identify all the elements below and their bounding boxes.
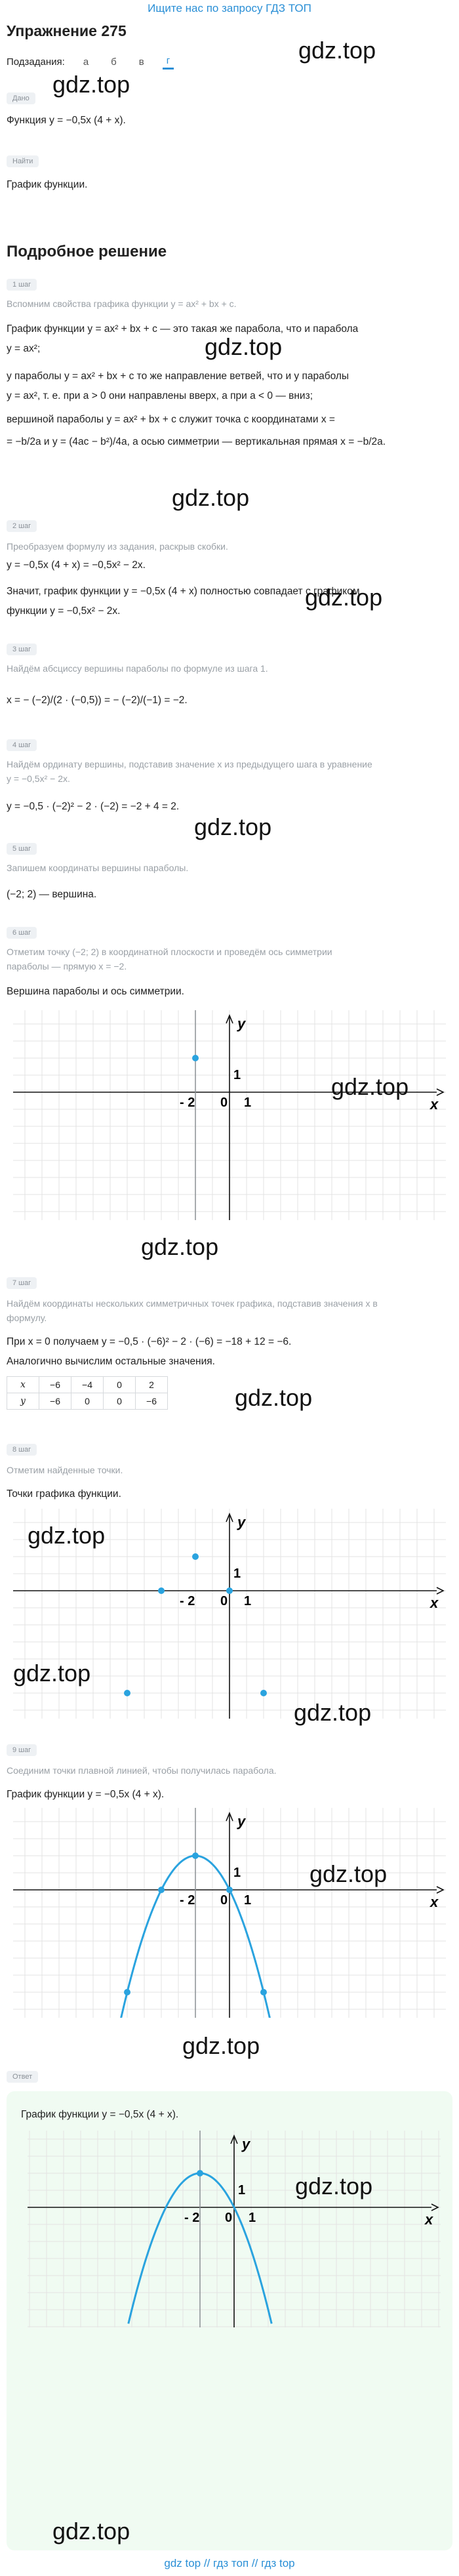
- given-text: Функция y = −0,5x (4 + x).: [7, 115, 126, 126]
- y-axis-label: y: [237, 1813, 246, 1830]
- subtask-tab-g[interactable]: г: [163, 54, 174, 70]
- watermark: gdz.top: [235, 1384, 313, 1411]
- graph-vertex-axis: [13, 1010, 446, 1220]
- watermark: gdz.top: [141, 1233, 219, 1260]
- step-line: вершиной параболы y = ax² + bx + c служит точка с координатами x =: [7, 414, 335, 425]
- watermark: gdz.top: [52, 71, 130, 98]
- tick-label-x-1: 1: [249, 2211, 256, 2225]
- tick-label-y-1: 1: [238, 2183, 246, 2198]
- table-row: [7, 1377, 168, 1393]
- tick-label-origin: 0: [220, 1893, 228, 1908]
- subtasks-label: Подзадания:: [7, 56, 65, 68]
- tick-label-x-minus-2: - 2: [184, 2211, 200, 2225]
- watermark: gdz.top: [298, 37, 376, 64]
- footer-link[interactable]: gdz top: [164, 2557, 201, 2569]
- subtask-tab-b[interactable]: б: [111, 56, 117, 68]
- table-cell: −4: [71, 1377, 104, 1393]
- step-hint: Соединим точки плавной линией, чтобы получилась парабола.: [7, 1765, 277, 1776]
- find-text: График функции.: [7, 179, 88, 190]
- watermark: gdz.top: [172, 484, 250, 511]
- graph-point: [260, 1690, 267, 1696]
- x-axis-label: x: [430, 1595, 439, 1611]
- step-line: Значит, график функции y = −0,5x (4 + x) полностью совпадает с графиком: [7, 586, 360, 597]
- watermark: gdz.top: [28, 1522, 106, 1549]
- find-badge: Найти: [7, 155, 39, 167]
- watermark: gdz.top: [309, 1860, 388, 1887]
- graph-answer: [28, 2131, 441, 2327]
- y-axis-label: y: [242, 2136, 250, 2152]
- step-line: y = −0,5 · (−2)² − 2 · (−2) = −2 + 4 = 2.: [7, 801, 180, 812]
- step-line: График функции y = ax² + bx + c — это такая же парабола, что и парабола: [7, 323, 359, 335]
- graph-point: [226, 1887, 233, 1893]
- watermark: gdz.top: [182, 2032, 260, 2059]
- step-badge: 8 шаг: [7, 1444, 37, 1456]
- graph-point: [226, 1587, 233, 1594]
- step-line: = −b/2a и y = (4ac − b²)/4a, а осью симметрии — вертикальная прямая x = −b/2a.: [7, 436, 386, 447]
- page-title: Упражнение 275: [7, 22, 127, 39]
- watermark: gdz.top: [13, 1660, 91, 1687]
- footer-sep: //: [251, 2557, 258, 2569]
- step-hint: Найдём координаты нескольких симметричных точек графика, подставив значения x в: [7, 1298, 378, 1309]
- tick-label-y-1: 1: [233, 1068, 241, 1082]
- step-line: функции y = −0,5x² − 2x.: [7, 605, 121, 617]
- step-badge: 1 шаг: [7, 279, 37, 291]
- watermark: gdz.top: [205, 333, 283, 360]
- step-line: у параболы y = ax² + bx + c то же направление ветвей, что и у параболы: [7, 371, 349, 382]
- x-axis-label: x: [430, 1894, 439, 1910]
- vertex-point: [192, 1055, 199, 1061]
- tick-label-x-1: 1: [244, 1893, 252, 1908]
- subtask-selector: [7, 54, 174, 70]
- step-hint: Вспомним свойства графика функции y = ax² + bx + c.: [7, 298, 237, 309]
- tick-label-origin: 0: [225, 2211, 233, 2225]
- footer-sep: //: [203, 2557, 210, 2569]
- values-table: [7, 1376, 168, 1410]
- table-row: [7, 1393, 168, 1410]
- step-line: y = −0,5x (4 + x) = −0,5x² − 2x.: [7, 560, 146, 571]
- table-cell: −6: [136, 1393, 168, 1410]
- step-line: (−2; 2) — вершина.: [7, 889, 97, 900]
- graph-point: [158, 1887, 165, 1893]
- watermark: gdz.top: [52, 2518, 130, 2545]
- subtask-tab-a[interactable]: а: [83, 56, 89, 68]
- step-hint: Найдём ординату вершины, подставив значение x из предыдущего шага в уравнение: [7, 759, 372, 769]
- step-hint: Найдём абсциссу вершины параболы по формуле из шага 1.: [7, 663, 268, 674]
- step-hint: формулу.: [7, 1313, 47, 1323]
- table-cell: −6: [39, 1393, 71, 1410]
- answer-badge: Ответ: [7, 2071, 38, 2083]
- step-badge: 2 шаг: [7, 520, 37, 532]
- top-search-banner[interactable]: Ищите нас по запросу ГДЗ ТОП: [148, 2, 311, 14]
- tick-label-x-1: 1: [244, 1594, 252, 1608]
- tick-label-x-1: 1: [244, 1095, 252, 1110]
- tick-label-origin: 0: [220, 1594, 228, 1608]
- graph-parabola: [13, 1808, 446, 2018]
- step-line: График функции y = −0,5x (4 + x).: [7, 1789, 165, 1800]
- tick-label-x-minus-2: - 2: [180, 1594, 195, 1608]
- footer-link[interactable]: гдз топ: [213, 2557, 249, 2569]
- graph-point: [124, 1690, 130, 1696]
- tick-label-y-1: 1: [233, 1566, 241, 1581]
- table-cell: x: [7, 1377, 39, 1393]
- step-line: y = ax², т. е. при a > 0 они направлены вверх, а при a < 0 — вниз;: [7, 390, 313, 401]
- vertex-point: [197, 2170, 203, 2177]
- step-badge: 6 шаг: [7, 927, 37, 939]
- step-badge: 5 шаг: [7, 843, 37, 855]
- watermark: gdz.top: [194, 813, 272, 840]
- graph-point: [124, 1989, 130, 1995]
- step-line: Вершина параболы и ось симметрии.: [7, 986, 184, 997]
- step-hint: y = −0,5x² − 2x.: [7, 773, 70, 784]
- x-axis-label: x: [425, 2211, 433, 2228]
- solution-title: Подробное решение: [7, 243, 167, 260]
- step-hint: Отметим найденные точки.: [7, 1465, 123, 1475]
- y-axis-label: y: [237, 1015, 246, 1032]
- watermark: gdz.top: [295, 2173, 373, 2199]
- answer-text: График функции y = −0,5x (4 + x).: [21, 2109, 179, 2120]
- table-cell: −6: [39, 1377, 71, 1393]
- table-cell: 0: [104, 1393, 136, 1410]
- tick-label-y-1: 1: [233, 1866, 241, 1880]
- step-line: x = − (−2)/(2 · (−0,5)) = − (−2)/(−1) = −2.: [7, 695, 188, 706]
- y-axis-label: y: [237, 1514, 246, 1530]
- tick-label-origin: 0: [220, 1095, 228, 1110]
- subtask-tab-v[interactable]: в: [138, 56, 144, 68]
- graph-point: [158, 1587, 165, 1594]
- watermark: gdz.top: [331, 1073, 409, 1100]
- step-badge: 9 шаг: [7, 1744, 37, 1756]
- step-line: y = ax²;: [7, 343, 41, 354]
- step-line: Точки графика функции.: [7, 1488, 121, 1500]
- table-cell: 0: [104, 1377, 136, 1393]
- footer-links: [0, 2557, 459, 2570]
- tick-label-x-minus-2: - 2: [180, 1893, 195, 1908]
- step-line: При x = 0 получаем y = −0,5 · (−6)² − 2 · (−6) = −18 + 12 = −6.: [7, 1336, 292, 1347]
- watermark: gdz.top: [294, 1699, 372, 1726]
- x-axis-label: x: [430, 1096, 439, 1113]
- table-cell: 2: [136, 1377, 168, 1393]
- tick-label-x-minus-2: - 2: [180, 1095, 195, 1110]
- footer-link[interactable]: гдз top: [261, 2557, 295, 2569]
- step-line: Аналогично вычислим остальные значения.: [7, 1356, 215, 1367]
- graph-point: [260, 1989, 267, 1995]
- step-badge: 3 шаг: [7, 644, 37, 655]
- step-hint: Преобразуем формулу из задания, раскрыв скобки.: [7, 541, 228, 552]
- step-hint: параболы — прямую x = −2.: [7, 961, 127, 971]
- step-hint: Отметим точку (−2; 2) в координатной плоскости и проведём ось симметрии: [7, 947, 332, 957]
- step-badge: 7 шаг: [7, 1277, 37, 1289]
- table-cell: 0: [71, 1393, 104, 1410]
- table-cell: y: [7, 1393, 39, 1410]
- vertex-point: [192, 1553, 199, 1560]
- watermark: gdz.top: [305, 584, 383, 611]
- step-hint: Запишем координаты вершины параболы.: [7, 863, 189, 873]
- vertex-point: [192, 1852, 199, 1859]
- step-badge: 4 шаг: [7, 739, 37, 751]
- given-badge: Дано: [7, 92, 35, 104]
